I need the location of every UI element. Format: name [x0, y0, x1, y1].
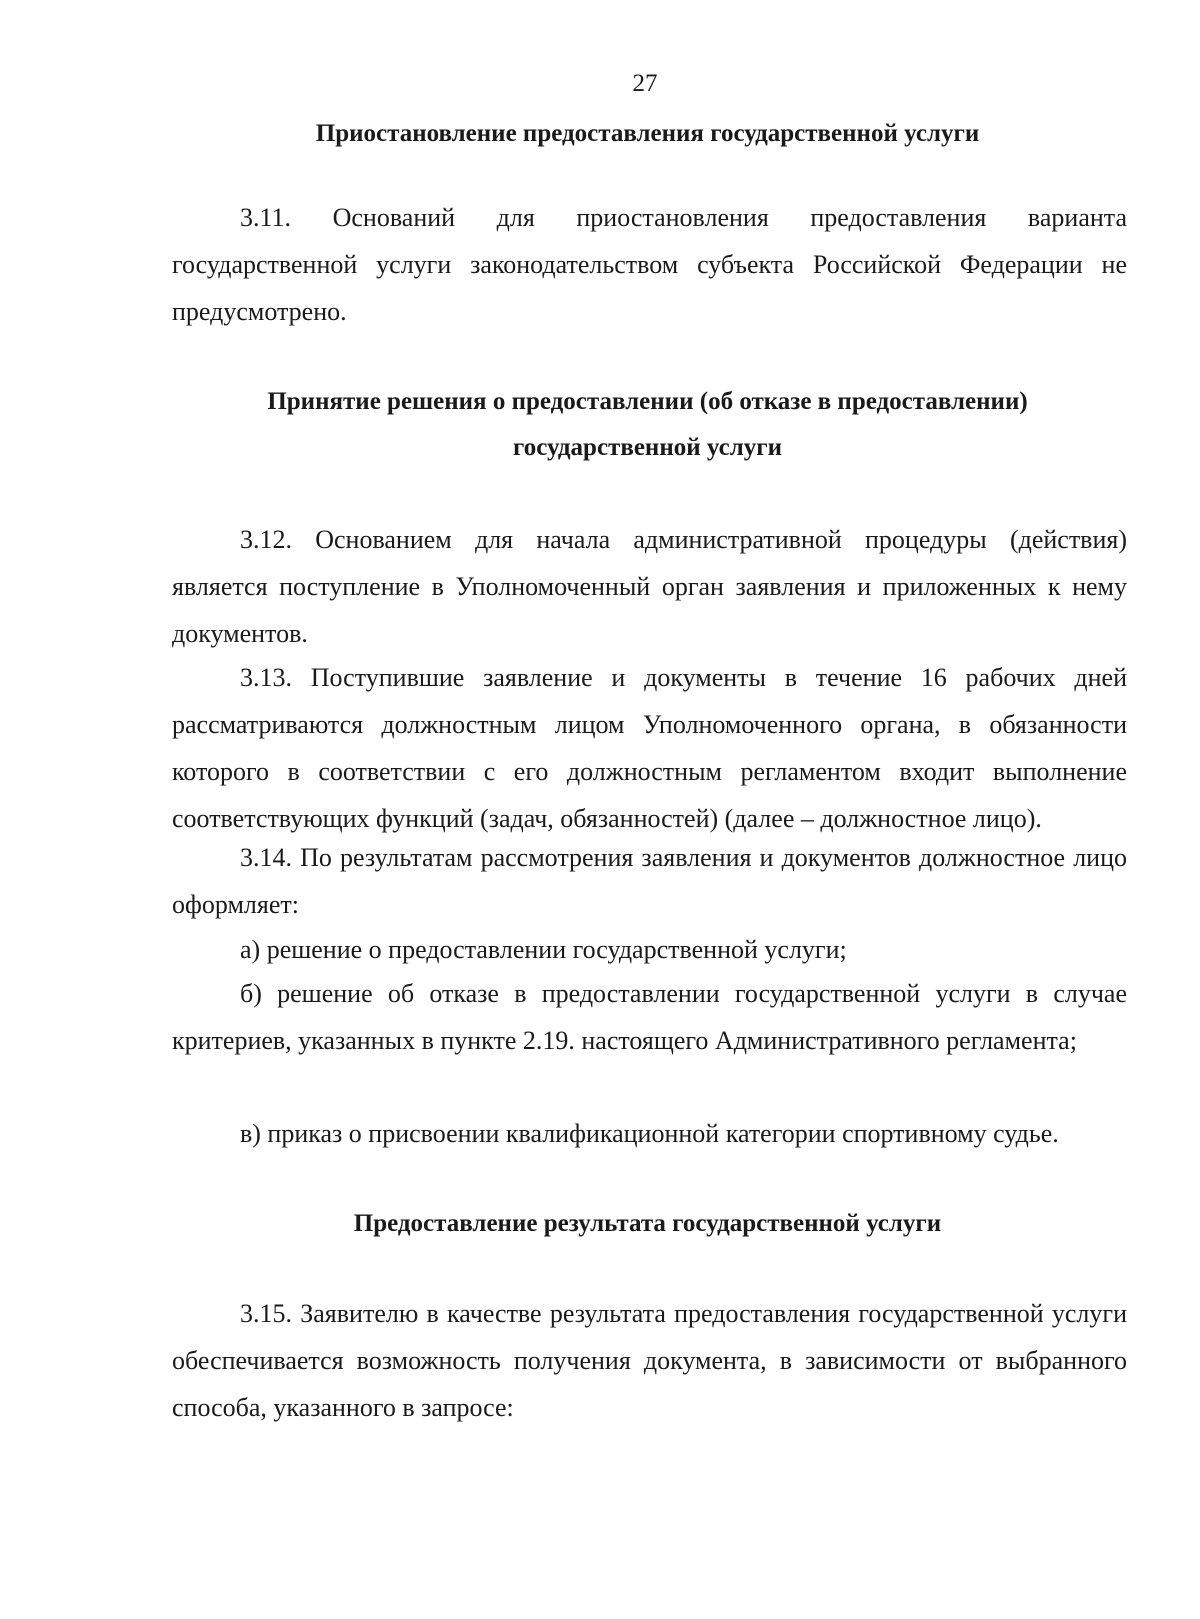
paragraph-3-12: 3.12. Основанием для начала административной процедуры (действия) является поступление в Уполномоченный орган заявления и приложенных к нему документов. [172, 525, 1127, 648]
list-item-v: в) приказ о присвоении квалификационной категории спортивному судье. [240, 1119, 1059, 1148]
section-heading-decision-line2: государственной услуги [512, 434, 783, 461]
list-item-a: а) решение о предоставлении государственной услуги; [240, 935, 847, 964]
section-heading-result: Предоставление результата государственной услуги [353, 1210, 942, 1237]
paragraph-3-13: 3.13. Поступившие заявление и документы в течение 16 рабочих дней рассматриваются должностным лицом Уполномоченного органа, в обязанности которого в соответствии с его должностным регламентом входит выполнение соответствующих функций (задач, обязанностей) (далее – должностное лицо). [172, 663, 1127, 833]
list-item-b: б) решение об отказе в предоставлении государственной услуги в случае критериев, указанных в пункте 2.19. настоящего Административного регламента; [172, 979, 1127, 1055]
section-heading-suspension: Приостановление предоставления государственной услуги [315, 120, 980, 147]
page-number: 27 [632, 70, 658, 97]
paragraph-3-14: 3.14. По результатам рассмотрения заявления и документов должностное лицо оформляет: [172, 843, 1127, 919]
section-heading-decision-line1: Принятие решения о предоставлении (об отказе в предоставлении) [267, 388, 1028, 415]
paragraph-3-15: 3.15. Заявителю в качестве результата предоставления государственной услуги обеспечивается возможность получения документа, в зависимости от выбранного способа, указанного в запросе: [172, 1299, 1127, 1422]
paragraph-3-11: 3.11. Оснований для приостановления предоставления варианта государственной услуги законодательством субъекта Российской Федерации не предусмотрено. [172, 203, 1127, 326]
